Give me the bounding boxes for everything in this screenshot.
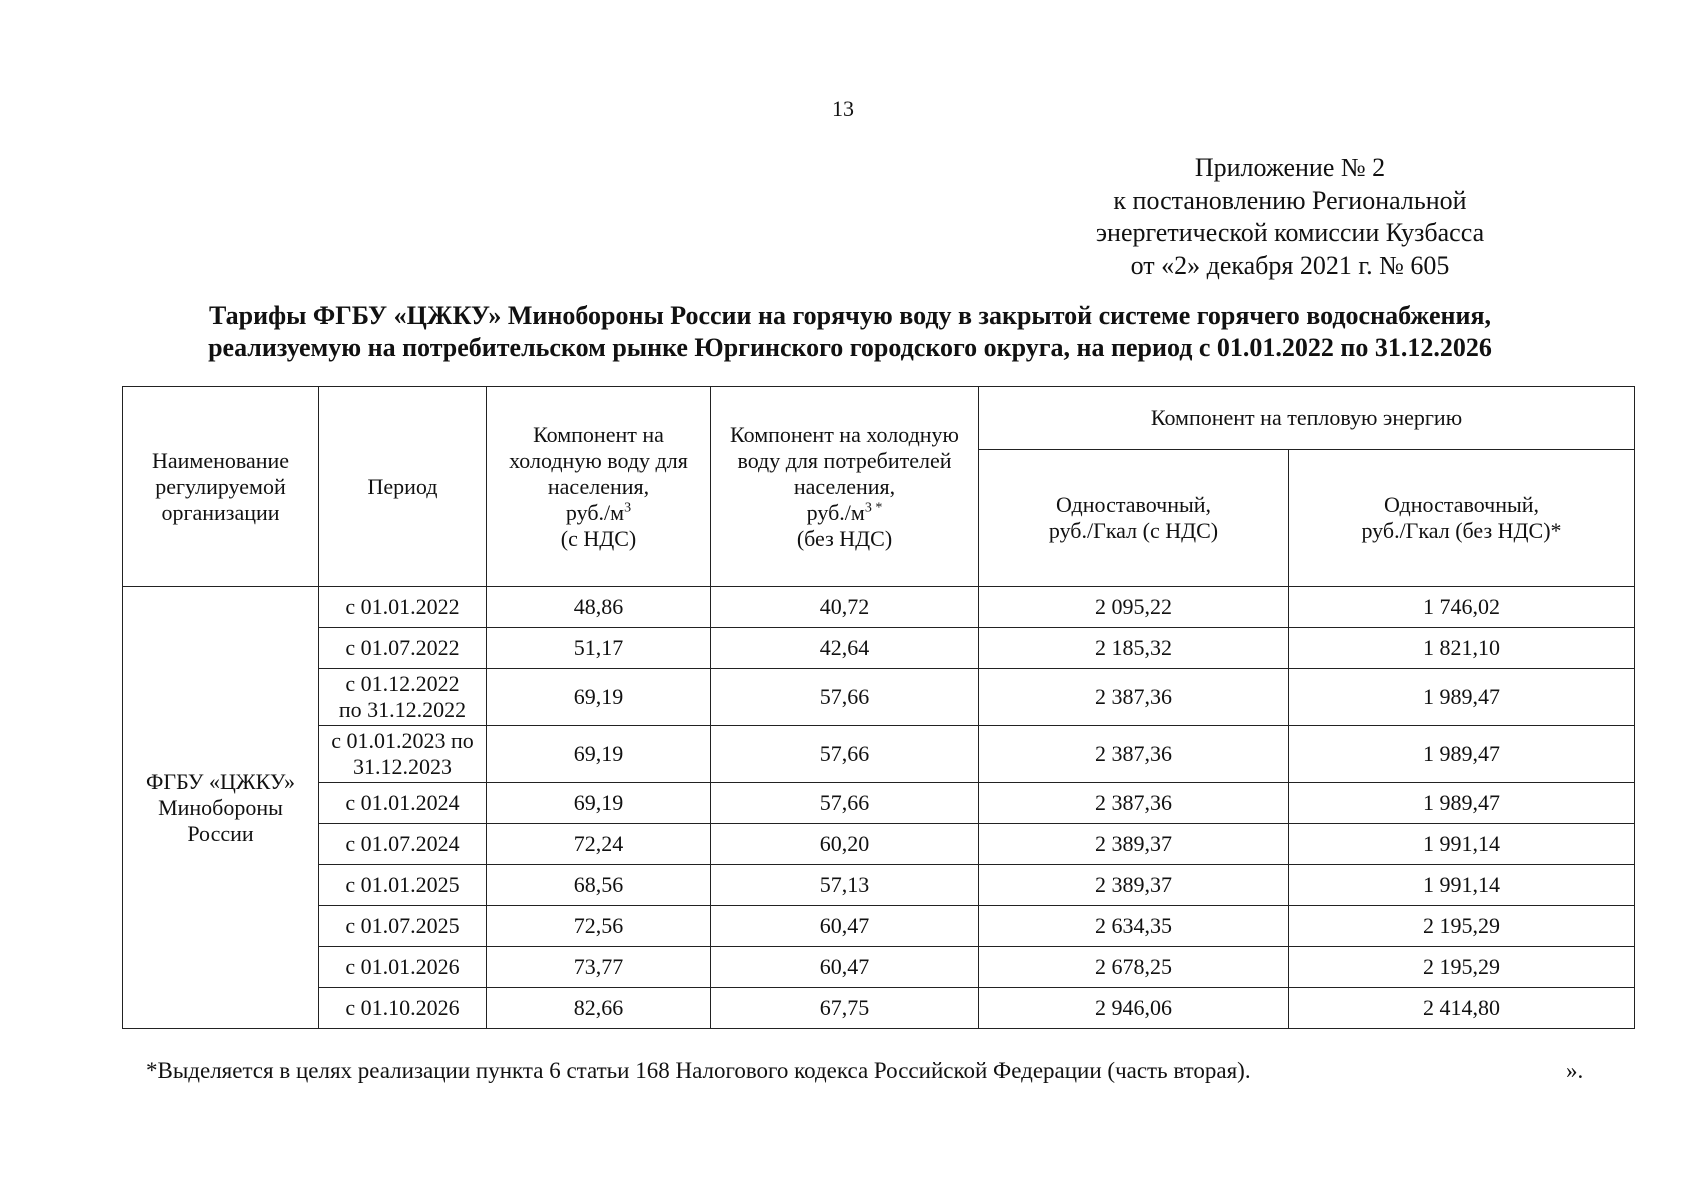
title-line: реализуемую на потребительском рынке Юргинского городского округа, на период с 01.01.2022 по 31.12.2026 [208, 333, 1492, 362]
header-heat-component: Компонент на тепловую энергию [979, 387, 1635, 450]
header-period: Период [319, 387, 487, 587]
cold-water-without-vat-cell: 60,47 [711, 947, 979, 988]
heat-with-vat-cell: 2 185,32 [979, 628, 1289, 669]
cold-water-without-vat-cell: 60,47 [711, 906, 979, 947]
document-title [100, 300, 1600, 364]
cold-water-with-vat-cell: 68,56 [487, 865, 711, 906]
heat-with-vat-cell: 2 678,25 [979, 947, 1289, 988]
heat-without-vat-cell: 2 195,29 [1289, 906, 1635, 947]
heat-with-vat-cell: 2 095,22 [979, 587, 1289, 628]
table-row [123, 783, 1635, 824]
cold-water-without-vat-cell: 60,20 [711, 824, 979, 865]
heat-without-vat-cell: 2 414,80 [1289, 988, 1635, 1029]
cold-water-without-vat-cell: 57,66 [711, 669, 979, 726]
period-cell: с 01.07.2025 [319, 906, 487, 947]
table-row [123, 587, 1635, 628]
heat-with-vat-cell: 2 387,36 [979, 726, 1289, 783]
cold-water-with-vat-cell: 69,19 [487, 783, 711, 824]
cold-water-with-vat-cell: 69,19 [487, 669, 711, 726]
table-row [123, 988, 1635, 1029]
period-cell: с 01.01.2022 [319, 587, 487, 628]
table-row [123, 628, 1635, 669]
heat-with-vat-cell: 2 387,36 [979, 783, 1289, 824]
appendix-line: энергетической комиссии Кузбасса [1095, 218, 1485, 247]
table-row [123, 824, 1635, 865]
period-cell: с 01.10.2026 [319, 988, 487, 1029]
heat-without-vat-cell: 1 821,10 [1289, 628, 1635, 669]
appendix-reference [1060, 152, 1520, 282]
heat-without-vat-cell: 1 989,47 [1289, 669, 1635, 726]
header-heat-with-vat: Одноставочный, руб./Гкал (с НДС) [979, 450, 1289, 587]
heat-without-vat-cell: 2 195,29 [1289, 947, 1635, 988]
cold-water-with-vat-cell: 69,19 [487, 726, 711, 783]
heat-with-vat-cell: 2 387,36 [979, 669, 1289, 726]
heat-with-vat-cell: 2 634,35 [979, 906, 1289, 947]
heat-without-vat-cell: 1 746,02 [1289, 587, 1635, 628]
header-cold-water-without-vat: Компонент на холодную воду для потребителей населения, $руб./м^{3 *}$ (без НДС) [711, 387, 979, 587]
period-cell: с 01.12.2022 по 31.12.2022 [319, 669, 487, 726]
appendix-line: к постановлению Региональной [1113, 185, 1467, 215]
table-row [123, 947, 1635, 988]
footnote: *Выделяется в целях реализации пункта 6 статьи 168 Налогового кодекса Российской Федерации (часть вторая). [146, 1058, 1251, 1083]
heat-without-vat-cell: 1 991,14 [1289, 824, 1635, 865]
cold-water-without-vat-cell: 67,75 [711, 988, 979, 1029]
period-cell: с 01.01.2025 [319, 865, 487, 906]
period-cell: с 01.07.2022 [319, 628, 487, 669]
period-cell: с 01.01.2026 [319, 947, 487, 988]
appendix-line: Приложение № 2 [1194, 153, 1386, 182]
period-cell: с 01.01.2024 [319, 783, 487, 824]
cold-water-with-vat-cell: 72,24 [487, 824, 711, 865]
table-row [123, 865, 1635, 906]
title-line: Тарифы ФГБУ «ЦЖКУ» Минобороны России на горячую воду в закрытой системе горячего водоснабжения, [208, 301, 1492, 330]
heat-without-vat-cell: 1 989,47 [1289, 726, 1635, 783]
closing-quote-mark: ». [1566, 1058, 1584, 1083]
cold-water-with-vat-cell: 72,56 [487, 906, 711, 947]
heat-without-vat-cell: 1 989,47 [1289, 783, 1635, 824]
cold-water-with-vat-cell: 51,17 [487, 628, 711, 669]
heat-with-vat-cell: 2 389,37 [979, 824, 1289, 865]
cold-water-without-vat-cell: 57,66 [711, 726, 979, 783]
page-number: 13 [832, 96, 854, 121]
header-heat-without-vat: Одноставочный, руб./Гкал (без НДС)* [1289, 450, 1635, 587]
cold-water-without-vat-cell: 57,66 [711, 783, 979, 824]
cold-water-with-vat-cell: 73,77 [487, 947, 711, 988]
tariff-table [122, 386, 1635, 1029]
header-organization: Наименование регулируемой организации [123, 387, 319, 587]
header-cold-water-with-vat: Компонент на холодную воду для населения, $руб./м^3$ (с НДС) [487, 387, 711, 587]
cold-water-without-vat-cell: 40,72 [711, 587, 979, 628]
cold-water-with-vat-cell: 48,86 [487, 587, 711, 628]
period-cell: с 01.01.2023 по 31.12.2023 [319, 726, 487, 783]
organization-cell: ФГБУ «ЦЖКУ» Минобороны России [123, 587, 319, 1029]
table-row [123, 906, 1635, 947]
cold-water-without-vat-cell: 57,13 [711, 865, 979, 906]
table-row [123, 726, 1635, 783]
cold-water-without-vat-cell: 42,64 [711, 628, 979, 669]
heat-without-vat-cell: 1 991,14 [1289, 865, 1635, 906]
period-cell: с 01.07.2024 [319, 824, 487, 865]
appendix-line: от «2» декабря 2021 г. № 605 [1130, 250, 1450, 280]
table-row [123, 669, 1635, 726]
heat-with-vat-cell: 2 389,37 [979, 865, 1289, 906]
cold-water-with-vat-cell: 82,66 [487, 988, 711, 1029]
heat-with-vat-cell: 2 946,06 [979, 988, 1289, 1029]
